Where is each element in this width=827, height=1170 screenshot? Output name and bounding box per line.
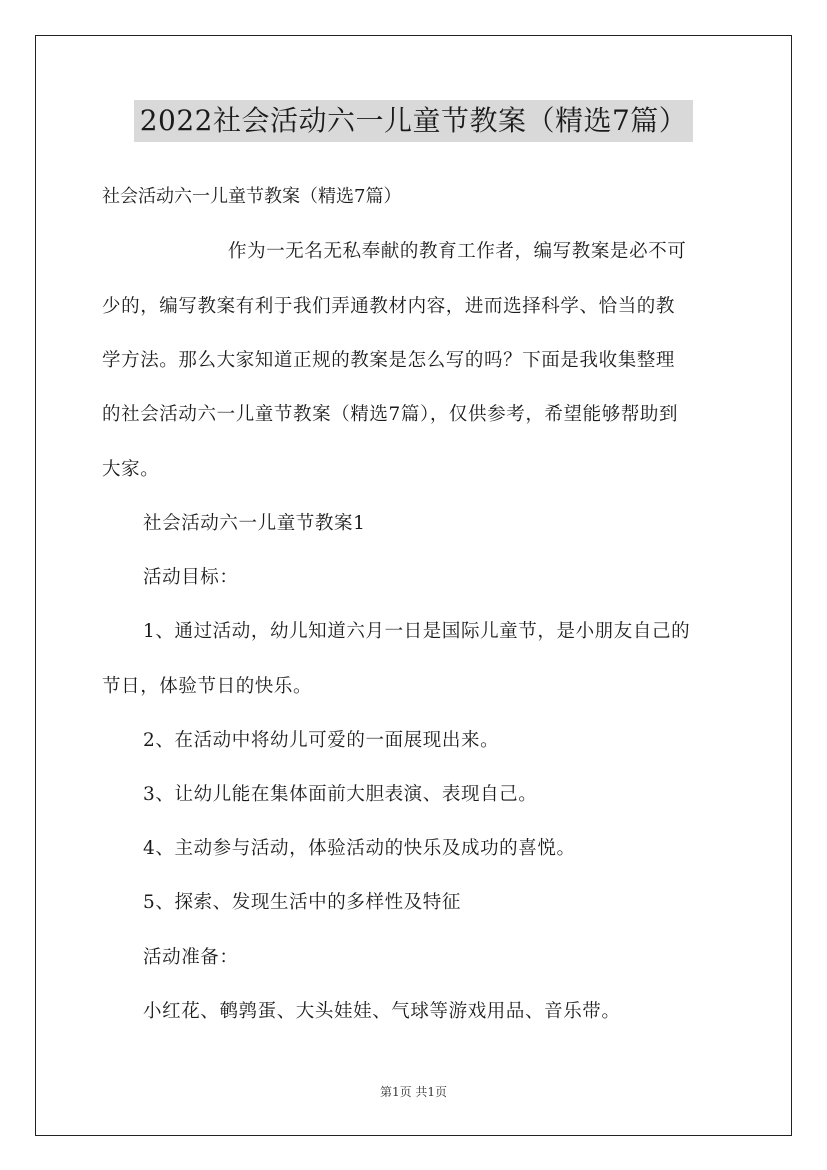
goal-line-1: 1、通过活动，幼儿知道六月一日是国际儿童节，是小朋友自己的 (143, 621, 691, 642)
goals-heading: 活动目标： (143, 567, 239, 588)
goal-line-6: 5、探索、发现生活中的多样性及特征 (143, 892, 461, 913)
prep-line: 小红花、鹌鹑蛋、大头娃娃、气球等游戏用品、音乐带。 (143, 1001, 621, 1022)
intro-line-3: 学方法。那么大家知道正规的教案是怎么写的吗？下面是我收集整理 (102, 350, 676, 371)
document-title: 2022社会活动六一儿童节教案（精选7篇） (134, 100, 694, 142)
goal-line-2: 节日，体验节日的快乐。 (102, 676, 313, 697)
intro-line-5: 大家。 (102, 459, 160, 480)
intro-line-2: 少的，编写教案有利于我们弄通教材内容，进而选择科学、恰当的教 (102, 296, 676, 317)
goal-line-3: 2、在活动中将幼儿可爱的一面展现出来。 (143, 730, 500, 751)
intro-line-1: 作为一无名无私奉献的教育工作者，编写教案是必不可 (228, 241, 687, 262)
document-subtitle: 社会活动六一儿童节教案（精选7篇） (102, 186, 402, 207)
goal-line-5: 4、主动参与活动，体验活动的快乐及成功的喜悦。 (143, 838, 576, 859)
intro-line-4: 的社会活动六一儿童节教案（精选7篇），仅供参考，希望能够帮助到 (102, 404, 679, 425)
section-heading: 社会活动六一儿童节教案1 (143, 513, 366, 534)
prep-heading: 活动准备： (143, 947, 239, 968)
page-number: 第1页 共1页 (379, 1085, 448, 1099)
goal-line-4: 3、让幼儿能在集体面前大胆表演、表现自己。 (143, 784, 538, 805)
